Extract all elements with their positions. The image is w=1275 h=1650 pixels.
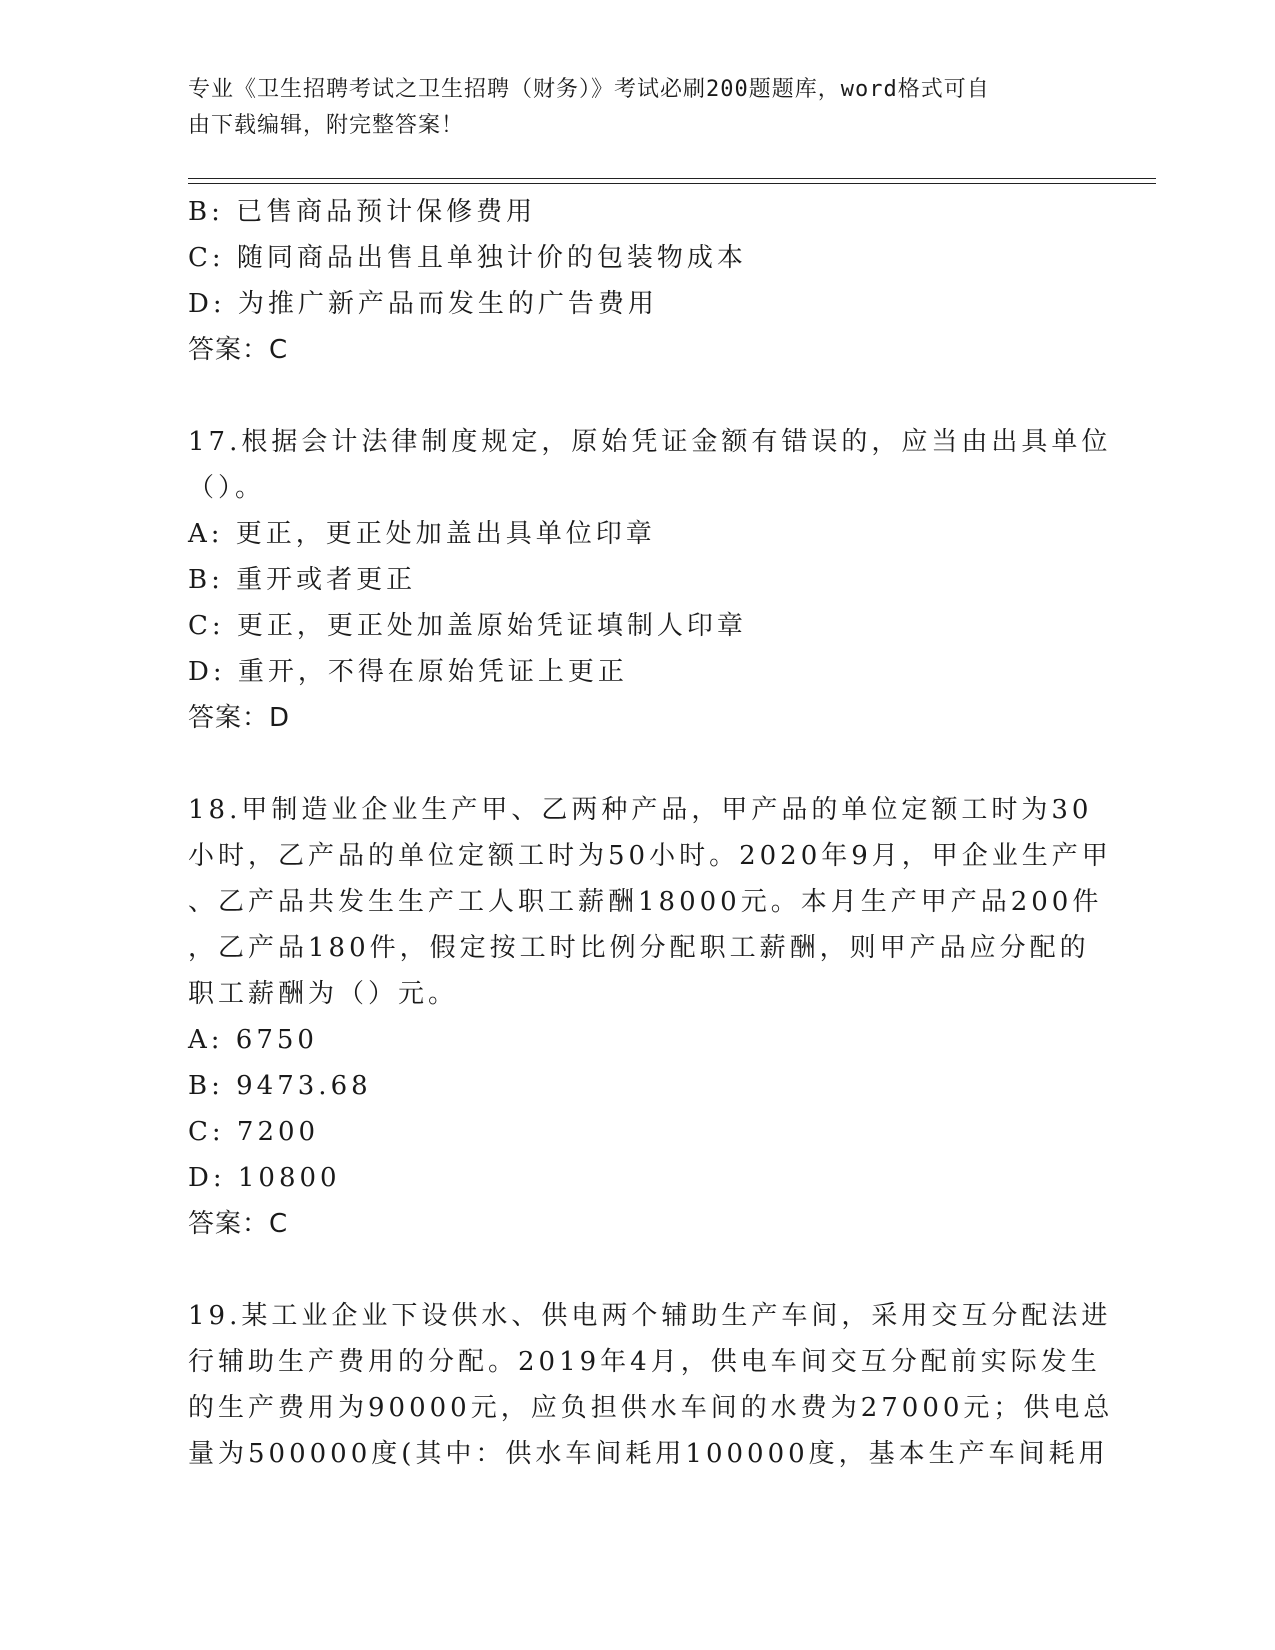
answer-label: 答案：C: [188, 1209, 289, 1239]
question-stem-line: 小时，乙产品的单位定额工时为50小时。2020年9月，甲企业生产甲: [188, 841, 1112, 871]
option-c: C: 更正，更正处加盖原始凭证填制人印章: [188, 611, 747, 641]
question-stem-line: 17.根据会计法律制度规定，原始凭证金额有错误的，应当由出具单位: [188, 427, 1112, 457]
header-line-1: 专业《卫生招聘考试之卫生招聘（财务）》考试必刷200题题库，word格式可自: [188, 77, 990, 102]
option-b: B: 重开或者更正: [188, 565, 417, 595]
option-c: C: 随同商品出售且单独计价的包装物成本: [188, 243, 747, 273]
spacer: [188, 1247, 1088, 1293]
question-stem-line: ，乙产品180件，假定按工时比例分配职工薪酬，则甲产品应分配的: [188, 933, 1090, 963]
answer-label: 答案：C: [188, 335, 289, 365]
spacer: [188, 373, 1088, 419]
option-b: B: 已售商品预计保修费用: [188, 197, 537, 227]
document-header: [188, 72, 1088, 144]
option-a: A: 更正，更正处加盖出具单位印章: [188, 519, 656, 549]
question-17: [188, 419, 1112, 741]
question-stem-line: 19.某工业企业下设供水、供电两个辅助生产车间，采用交互分配法进: [188, 1301, 1112, 1331]
question-content: [188, 189, 1114, 1477]
header-divider-top: [188, 178, 1156, 179]
question-stem-line: 、乙产品共发生生产工人职工薪酬18000元。本月生产甲产品200件: [188, 887, 1103, 917]
question-stem-line: 的生产费用为90000元，应负担供水车间的水费为27000元；供电总: [188, 1393, 1114, 1423]
question-19: [188, 1293, 1114, 1477]
question-stem-line: 18.甲制造业企业生产甲、乙两种产品，甲产品的单位定额工时为30: [188, 795, 1093, 825]
option-d: D: 为推广新产品而发生的广告费用: [188, 289, 658, 319]
answer-label: 答案：D: [188, 703, 291, 733]
header-line-2: 由下载编辑，附完整答案！: [188, 113, 465, 138]
question-stem-line: 职工薪酬为（）元。: [188, 979, 459, 1009]
question-stem-line: （）。: [188, 473, 266, 503]
option-b: B: 9473.68: [188, 1071, 372, 1101]
question-stem-line: 量为500000度(其中：供水车间耗用100000度，基本生产车间耗用: [188, 1439, 1109, 1469]
option-c: C: 7200: [188, 1117, 320, 1147]
option-a: A: 6750: [188, 1025, 318, 1055]
option-d: D: 重开，不得在原始凭证上更正: [188, 657, 628, 687]
option-d: D: 10800: [188, 1163, 341, 1193]
spacer: [188, 741, 1088, 787]
question-16-continued: [188, 189, 1088, 373]
question-18: [188, 787, 1112, 1247]
question-stem-line: 行辅助生产费用的分配。2019年4月，供电车间交互分配前实际发生: [188, 1347, 1101, 1377]
header-divider-bottom: [188, 183, 1156, 184]
